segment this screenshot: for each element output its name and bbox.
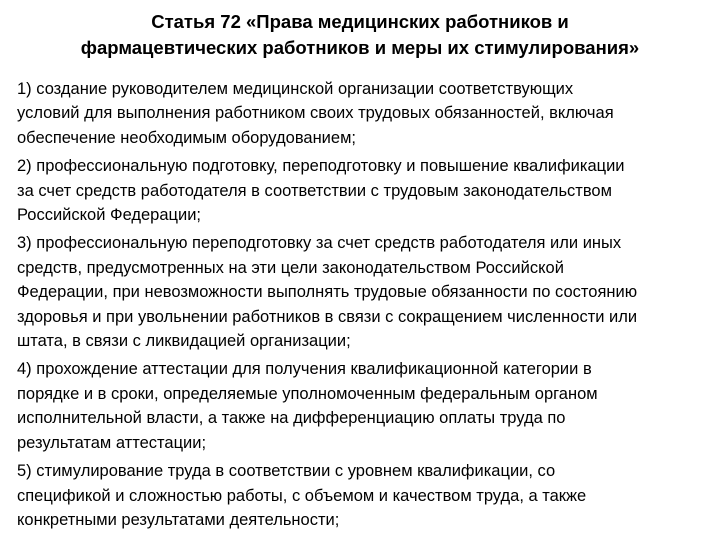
list-item bbox=[17, 77, 713, 150]
list-item-line: за счет средств работодателя в соответствии с трудовым законодательством bbox=[17, 181, 612, 200]
list-item-line: здоровья и при увольнении работников в связи с сокращением численности или bbox=[17, 307, 638, 326]
list-item bbox=[17, 459, 713, 532]
rights-list bbox=[17, 77, 713, 536]
list-item-line: штата, в связи с ликвидацией организации; bbox=[17, 332, 351, 351]
title-line: фармацевтических работников и меры их стимулирования» bbox=[80, 37, 640, 58]
list-item-line: 2) профессиональную подготовку, переподготовку и повышение квалификации bbox=[17, 157, 625, 176]
list-item-line: 4) прохождение аттестации для получения квалификационной категории в bbox=[17, 360, 592, 379]
list-item-line: условий для выполнения работником своих трудовых обязанностей, включая bbox=[17, 104, 614, 123]
list-item-line: 3) профессиональную переподготовку за счет средств работодателя или иных bbox=[17, 234, 622, 253]
list-item-line: порядке и в сроки, определяемые уполномоченным федеральным органом bbox=[17, 384, 598, 403]
list-item-line: обеспечение необходимым оборудованием; bbox=[17, 128, 357, 147]
list-item-line: исполнительной власти, а также на дифференциацию оплаты труда по bbox=[17, 409, 566, 428]
title-line: Статья 72 «Права медицинских работников и bbox=[151, 11, 569, 32]
list-item bbox=[17, 357, 713, 455]
list-item-line: Российской Федерации; bbox=[17, 206, 202, 225]
list-item bbox=[17, 231, 713, 353]
list-item bbox=[17, 154, 713, 227]
list-item-line: 5) стимулирование труда в соответствии с уровнем квалификации, со bbox=[17, 462, 556, 481]
list-item-line: 1) создание руководителем медицинской организации соответствующих bbox=[17, 80, 574, 98]
list-item-line: результатам аттестации; bbox=[17, 433, 207, 452]
list-item-line: конкретными результатами деятельности; bbox=[17, 510, 340, 529]
list-item-line: Федерации, при невозможности выполнять трудовые обязанности по состоянию bbox=[17, 283, 638, 302]
page-title bbox=[20, 9, 700, 61]
list-item-line: спецификой и сложностью работы, с объемом и качеством труда, а также bbox=[17, 486, 587, 505]
list-item-line: средств, предусмотренных на эти цели законодательством Российской bbox=[17, 258, 564, 277]
